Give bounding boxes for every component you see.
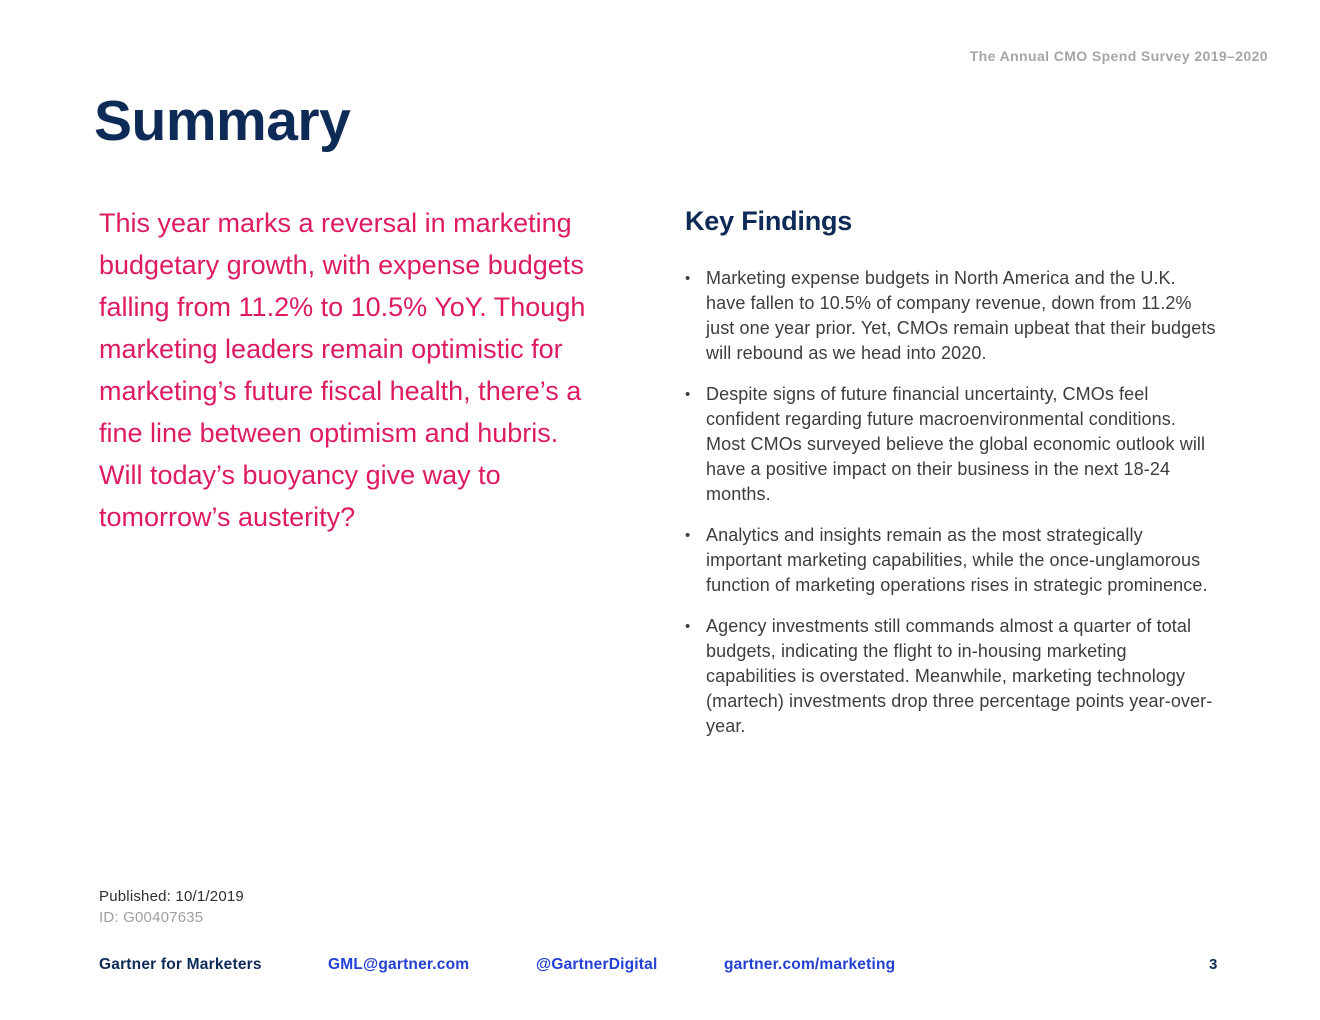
footer-twitter-link[interactable]: @GartnerDigital [536, 956, 658, 973]
key-finding-item [685, 382, 1220, 507]
intro-line: Will today’s buoyancy give way to [99, 460, 501, 490]
footer-website-link[interactable]: gartner.com/marketing [724, 956, 896, 973]
key-findings-heading: Key Findings [685, 206, 853, 236]
key-finding-item [685, 614, 1220, 739]
intro-line: tomorrow’s austerity? [99, 502, 356, 532]
key-finding-text: Agency investments still commands almost a quarter of total budgets, indicating the flight to in-housing marketing capabilities is overstated. Meanwhile, marketing technology (martech) investments drop three percentage points year-over-year. [706, 616, 1213, 736]
bullet-icon: • [685, 386, 691, 403]
key-finding-text: Despite signs of future financial uncertainty, CMOs feel confident regarding future macroenvironmental conditions. Most CMOs surveyed believe the global economic outlook will have a positive impact on their business in the next 18-24 months. [706, 384, 1206, 504]
footer-email-link[interactable]: GML@gartner.com [328, 956, 470, 973]
summary-intro-paragraph [99, 202, 644, 538]
key-findings-list [685, 266, 1220, 739]
document-id: ID: G00407635 [99, 909, 204, 926]
intro-line: This year marks a reversal in marketing [99, 208, 572, 238]
key-finding-text: Marketing expense budgets in North America and the U.K. have fallen to 10.5% of company revenue, down from 11.2% just one year prior. Yet, CMOs remain upbeat that their budgets will rebound as we head into 2020. [706, 268, 1216, 363]
key-finding-text: Analytics and insights remain as the most strategically important marketing capabilities, while the once-unglamorous function of marketing operations rises in strategic prominence. [706, 525, 1208, 595]
bullet-icon: • [685, 618, 691, 635]
bullet-icon: • [685, 527, 691, 544]
document-header-title: The Annual CMO Spend Survey 2019–2020 [969, 48, 1268, 64]
key-finding-item [685, 266, 1220, 366]
key-findings-section [685, 206, 1220, 755]
intro-line: falling from 11.2% to 10.5% YoY. Though [99, 292, 586, 322]
intro-line: fine line between optimism and hubris. [99, 418, 559, 448]
intro-line: budgetary growth, with expense budgets [99, 250, 584, 280]
bullet-icon: • [685, 270, 691, 287]
key-finding-item [685, 523, 1220, 598]
published-date: Published: 10/1/2019 [99, 888, 244, 905]
publication-info [99, 886, 244, 928]
intro-line: marketing’s future fiscal health, there’s a [99, 376, 582, 406]
footer-brand: Gartner for Marketers [99, 956, 262, 973]
page-title: Summary [94, 89, 351, 153]
page-number: 3 [1209, 956, 1218, 973]
intro-line: marketing leaders remain optimistic for [99, 334, 563, 364]
